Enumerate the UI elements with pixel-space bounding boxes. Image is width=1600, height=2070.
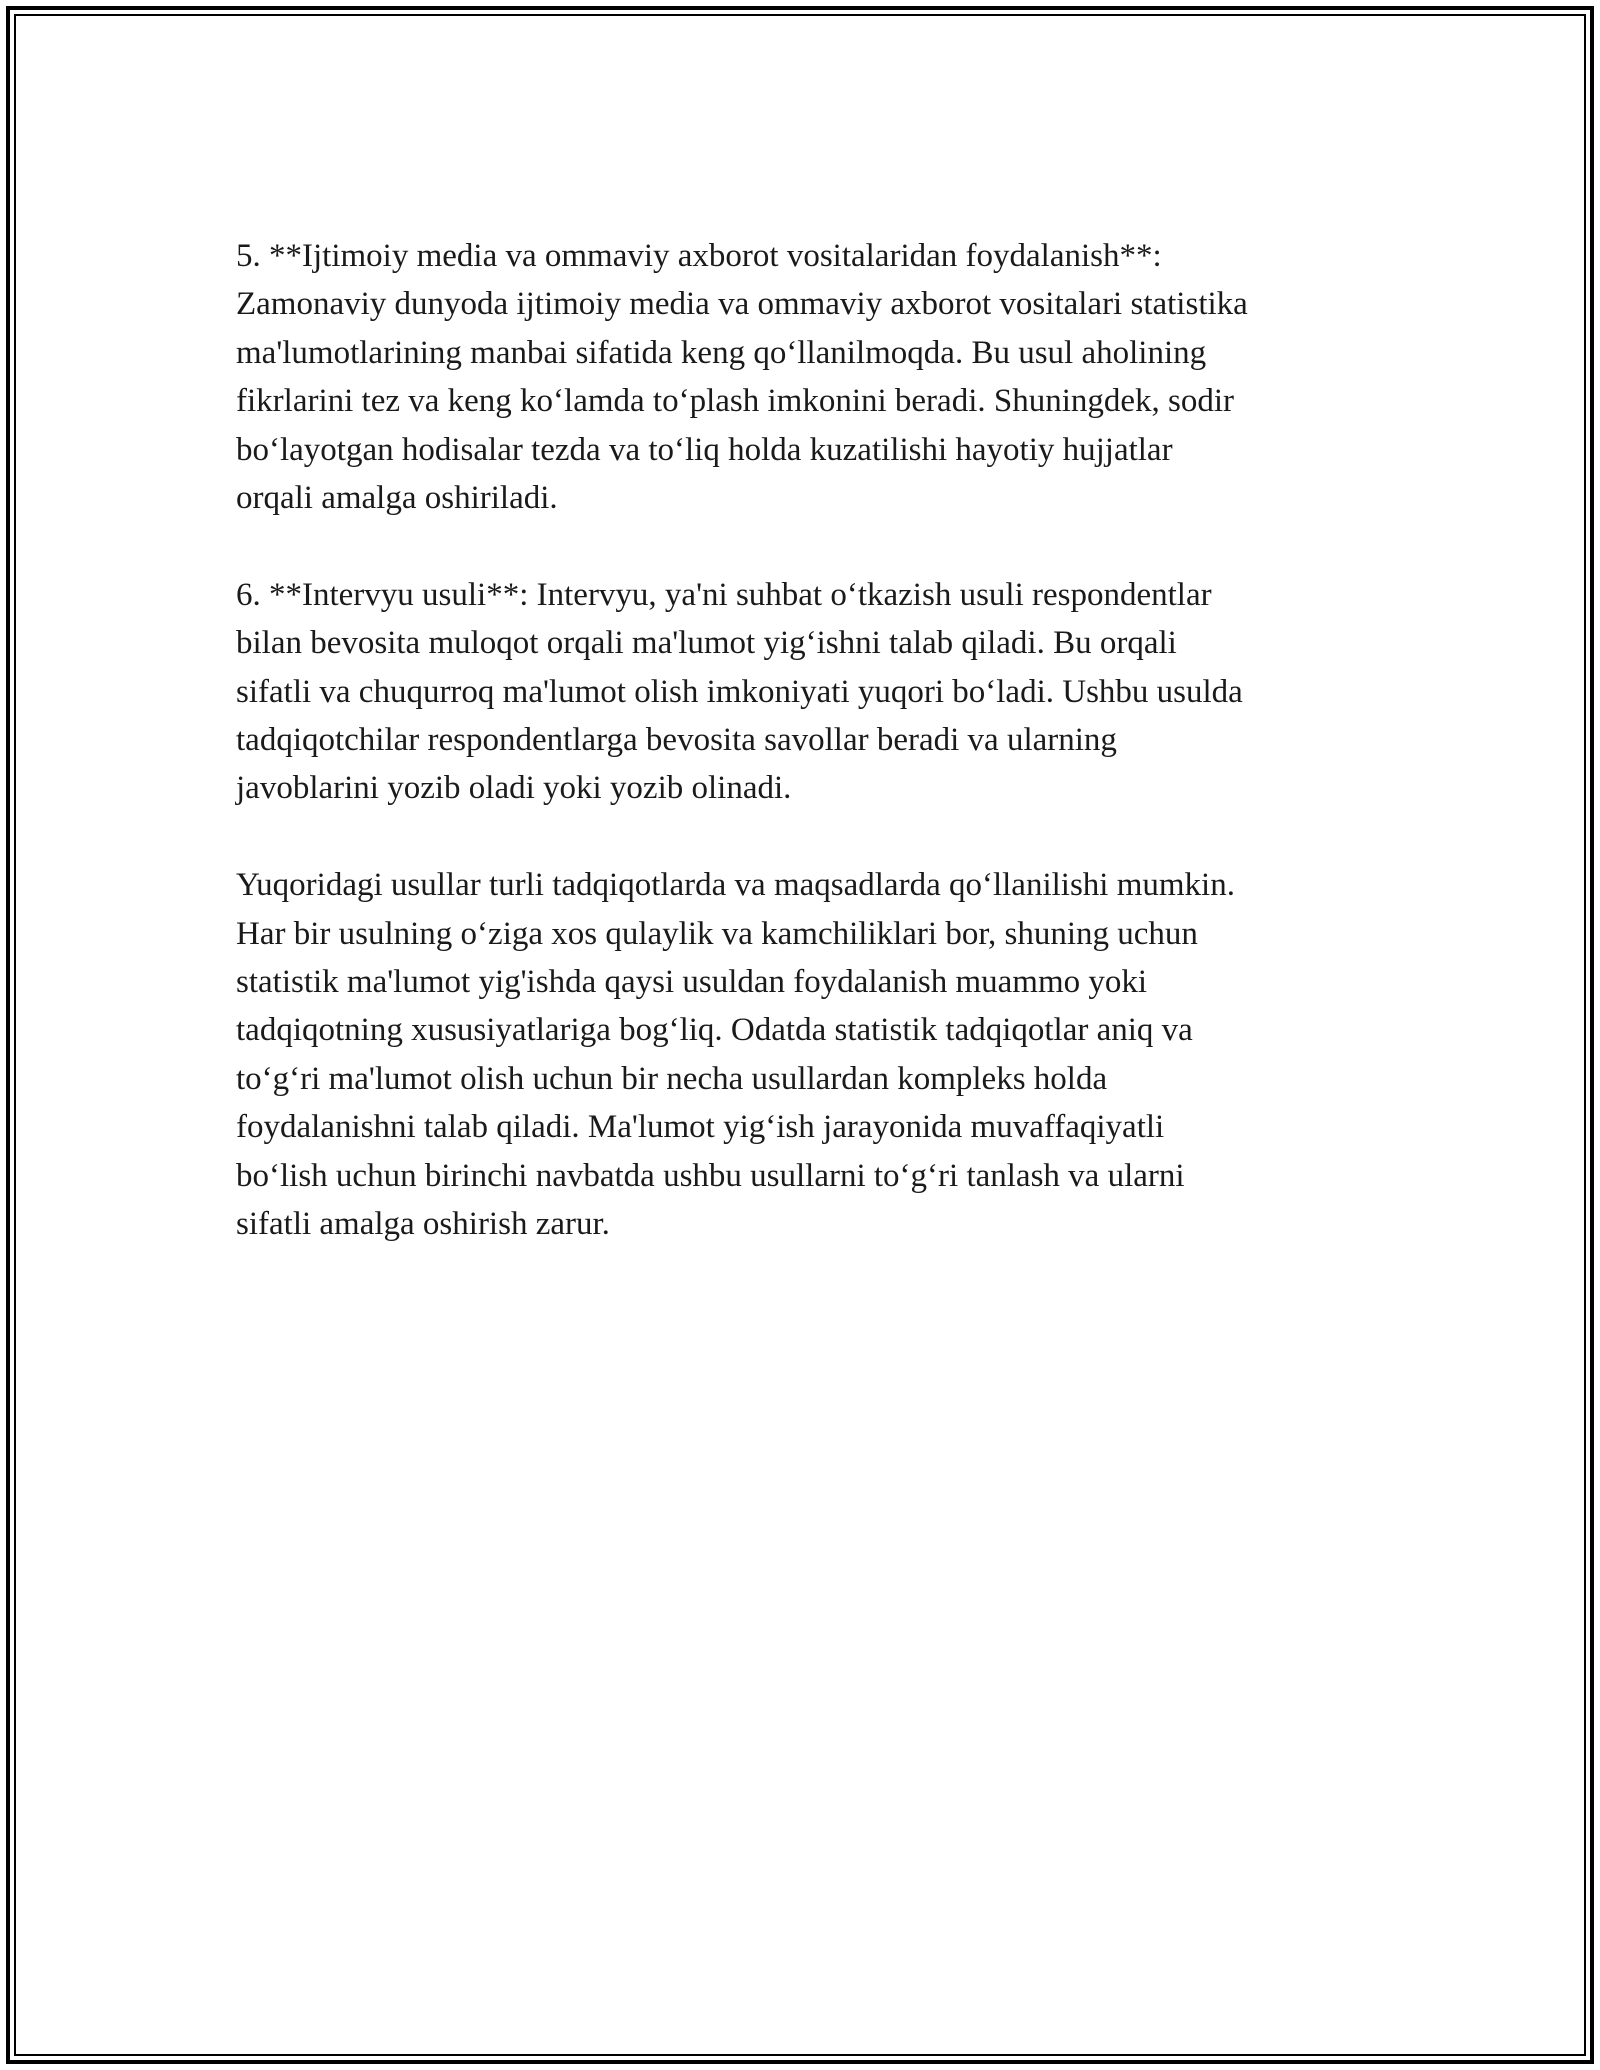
text-line: Zamonaviy dunyoda ijtimoiy media va ommaviy axborot vositalari statistika bbox=[236, 286, 1248, 323]
text-line: 5. **Ijtimoiy media va ommaviy axborot vositalaridan foydalanish**: bbox=[236, 238, 1162, 274]
paragraph-social-media bbox=[236, 232, 1386, 522]
paragraph-conclusion bbox=[236, 861, 1386, 1248]
text-line: tadqiqotchilar respondentlarga bevosita savollar beradi va ularning bbox=[236, 722, 1117, 759]
text-line: javoblarini yozib oladi yoki yozib olinadi. bbox=[236, 770, 792, 807]
text-line: bo‘lish uchun birinchi navbatda ushbu usullarni to‘g‘ri tanlash va ularni bbox=[236, 1157, 1185, 1194]
text-line: 6. **Intervyu usuli**: Intervyu, ya'ni suhbat o‘tkazish usuli respondentlar bbox=[236, 576, 1212, 613]
text-line: sifatli va chuqurroq ma'lumot olish imkoniyati yuqori bo‘ladi. Ushbu usulda bbox=[236, 673, 1243, 710]
text-line: bo‘layotgan hodisalar tezda va to‘liq holda kuzatilishi hayotiy hujjatlar bbox=[236, 431, 1173, 468]
text-line: fikrlarini tez va keng ko‘lamda to‘plash imkonini beradi. Shuningdek, sodir bbox=[236, 383, 1235, 420]
text-line: ma'lumotlarining manbai sifatida keng qo‘llanilmoqda. Bu usul aholining bbox=[236, 334, 1207, 371]
text-line: bilan bevosita muloqot orqali ma'lumot yig‘ishni talab qiladi. Bu orqali bbox=[236, 625, 1177, 662]
document-body bbox=[236, 232, 1386, 1297]
text-line: tadqiqotning xususiyatlariga bog‘liq. Odatda statistik tadqiqotlar aniq va bbox=[236, 1012, 1193, 1049]
text-line: Yuqoridagi usullar turli tadqiqotlarda va maqsadlarda qo‘llanilishi mumkin. bbox=[236, 867, 1235, 904]
text-line: Har bir usulning o‘ziga xos qulaylik va kamchiliklari bor, shuning uchun bbox=[236, 915, 1198, 952]
text-line: sifatli amalga oshirish zarur. bbox=[236, 1206, 610, 1243]
paragraph-interview-method bbox=[236, 571, 1386, 813]
text-line: to‘g‘ri ma'lumot olish uchun bir necha usullardan kompleks holda bbox=[236, 1060, 1108, 1097]
text-line: foydalanishni talab qiladi. Ma'lumot yig‘ish jarayonida muvaffaqiyatli bbox=[236, 1109, 1165, 1146]
text-line: statistik ma'lumot yig'ishda qaysi usuldan foydalanish muammo yoki bbox=[236, 964, 1148, 1001]
text-line: orqali amalga oshiriladi. bbox=[236, 480, 558, 517]
